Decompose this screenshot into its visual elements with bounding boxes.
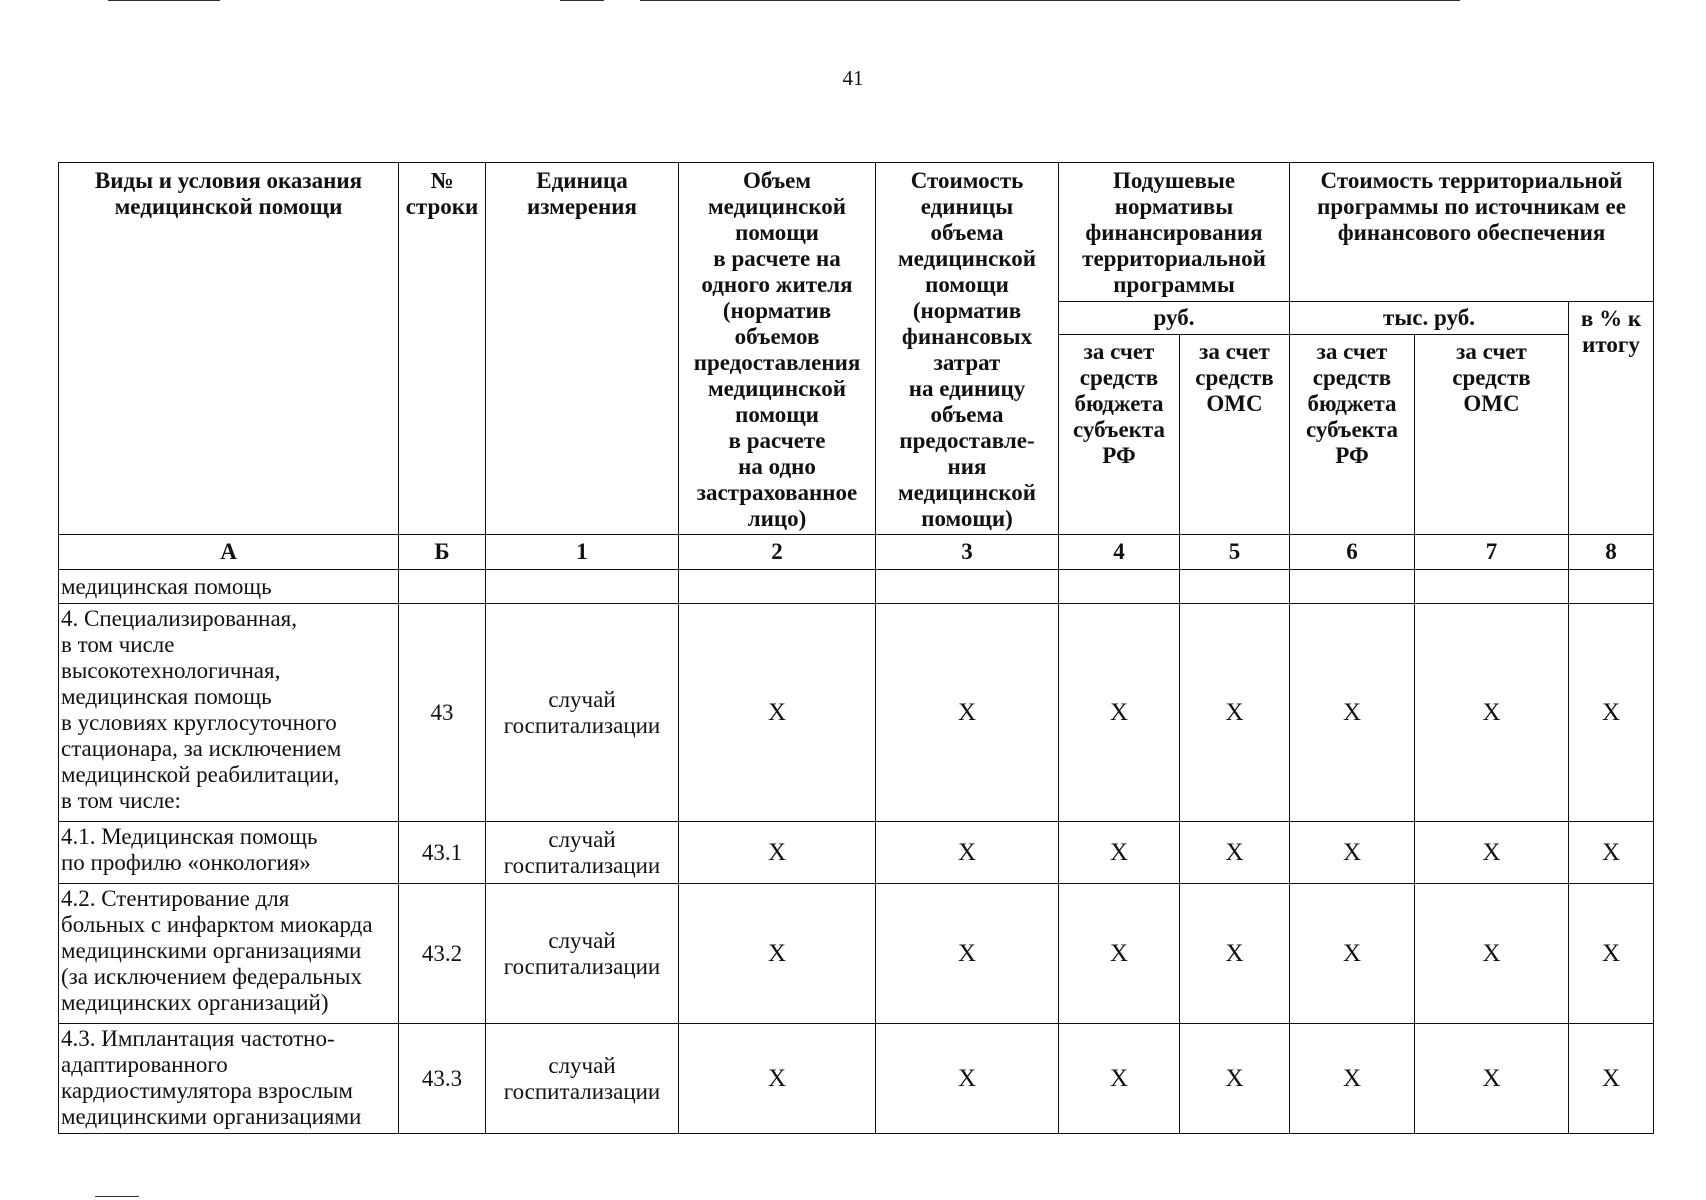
row-unit: случай госпитализации <box>486 884 679 1024</box>
row-name: медицинская помощь <box>59 570 399 604</box>
row-value: Х <box>1415 604 1569 822</box>
table-body <box>59 535 1654 1134</box>
header-percent-total: в % к итогу <box>1569 302 1654 535</box>
column-index: 7 <box>1415 535 1569 570</box>
row-value: Х <box>1059 884 1180 1024</box>
row-number: 43.1 <box>399 822 486 884</box>
row-value: Х <box>679 884 876 1024</box>
row-value: Х <box>1569 1024 1654 1134</box>
row-value <box>679 570 876 604</box>
table-row <box>59 1024 1654 1134</box>
header-rub: руб. <box>1059 302 1290 335</box>
row-value: Х <box>1059 604 1180 822</box>
row-value: Х <box>1415 884 1569 1024</box>
table-header <box>59 163 1654 535</box>
row-number: 43.2 <box>399 884 486 1024</box>
page-number: 41 <box>842 66 864 90</box>
column-index: 5 <box>1180 535 1290 570</box>
row-unit: случай госпитализации <box>486 604 679 822</box>
header-row-number: № строки <box>399 163 486 535</box>
row-unit: случай госпитализации <box>486 822 679 884</box>
row-value: Х <box>1180 604 1290 822</box>
row-value: Х <box>1290 604 1415 822</box>
top-rule-left <box>108 0 220 1</box>
column-index: 1 <box>486 535 679 570</box>
row-value: Х <box>1290 884 1415 1024</box>
column-index: 3 <box>876 535 1059 570</box>
header-unit-cost: Стоимость единицы объема медицинской помощи (норматив финансовых затрат на единицу объема предоставле- ния медицинской помощи) <box>876 163 1059 535</box>
row-value <box>1290 570 1415 604</box>
header-unit: Единица измерения <box>486 163 679 535</box>
row-value: Х <box>679 1024 876 1134</box>
row-number <box>399 570 486 604</box>
row-value: Х <box>1180 1024 1290 1134</box>
row-name: 4.1. Медицинская помощь по профилю «онкология» <box>59 822 399 884</box>
row-value: Х <box>679 604 876 822</box>
table-row <box>59 822 1654 884</box>
table-row <box>59 604 1654 822</box>
row-value <box>1180 570 1290 604</box>
column-index: 8 <box>1569 535 1654 570</box>
header-per-capita: Подушевые нормативы финансирования территориальной программы <box>1059 163 1290 302</box>
header-care-types: Виды и условия оказания медицинской помощи <box>59 163 399 535</box>
row-value: Х <box>876 604 1059 822</box>
row-value: Х <box>1290 822 1415 884</box>
header-territorial-cost: Стоимость территориальной программы по источникам ее финансового обеспечения <box>1290 163 1654 302</box>
row-number: 43.3 <box>399 1024 486 1134</box>
row-value: Х <box>876 884 1059 1024</box>
row-value: Х <box>679 822 876 884</box>
row-name: 4.2. Стентирование для больных с инфарктом миокарда медицинскими организациями (за исключением федеральных медицинских организаций) <box>59 884 399 1024</box>
row-value: Х <box>1569 604 1654 822</box>
row-value <box>1415 570 1569 604</box>
medical-care-table <box>58 162 1654 1134</box>
header-volume: Объем медицинской помощи в расчете на одного жителя (норматив объемов предоставления медицинской помощи в расчете на одно застрахованное лицо) <box>679 163 876 535</box>
row-number: 43 <box>399 604 486 822</box>
row-value <box>1569 570 1654 604</box>
column-index: 6 <box>1290 535 1415 570</box>
row-value: Х <box>1569 884 1654 1024</box>
header-budget-thousand: за счет средств бюджета субъекта РФ <box>1290 335 1415 535</box>
row-value: Х <box>1180 884 1290 1024</box>
row-value: Х <box>1059 822 1180 884</box>
column-index: Б <box>399 535 486 570</box>
header-oms-thousand: за счет средств ОМС <box>1415 335 1569 535</box>
table-row <box>59 570 1654 604</box>
row-value: Х <box>1290 1024 1415 1134</box>
header-thousand-rub: тыс. руб. <box>1290 302 1569 335</box>
row-value <box>876 570 1059 604</box>
header-oms-rub: за счет средств ОМС <box>1180 335 1290 535</box>
bottom-rule <box>95 1196 139 1197</box>
row-name: 4. Специализированная, в том числе высокотехнологичная, медицинская помощь в условиях круглосуточного стационара, за исключением медицинской реабилитации, в том числе: <box>59 604 399 822</box>
row-value: Х <box>1569 822 1654 884</box>
row-value: Х <box>1415 822 1569 884</box>
row-value: Х <box>1180 822 1290 884</box>
row-value: Х <box>876 1024 1059 1134</box>
row-name: 4.3. Имплантация частотно- адаптированного кардиостимулятора взрослым медицинскими организациями <box>59 1024 399 1134</box>
top-rule-right <box>640 0 1460 1</box>
row-unit <box>486 570 679 604</box>
column-index: 4 <box>1059 535 1180 570</box>
column-index-row <box>59 535 1654 570</box>
column-index: 2 <box>679 535 876 570</box>
header-budget-rub: за счет средств бюджета субъекта РФ <box>1059 335 1180 535</box>
table-row <box>59 884 1654 1024</box>
top-rule-mid <box>560 0 604 1</box>
row-unit: случай госпитализации <box>486 1024 679 1134</box>
row-value <box>1059 570 1180 604</box>
row-value: Х <box>1415 1024 1569 1134</box>
row-value: Х <box>1059 1024 1180 1134</box>
row-value: Х <box>876 822 1059 884</box>
column-index: А <box>59 535 399 570</box>
